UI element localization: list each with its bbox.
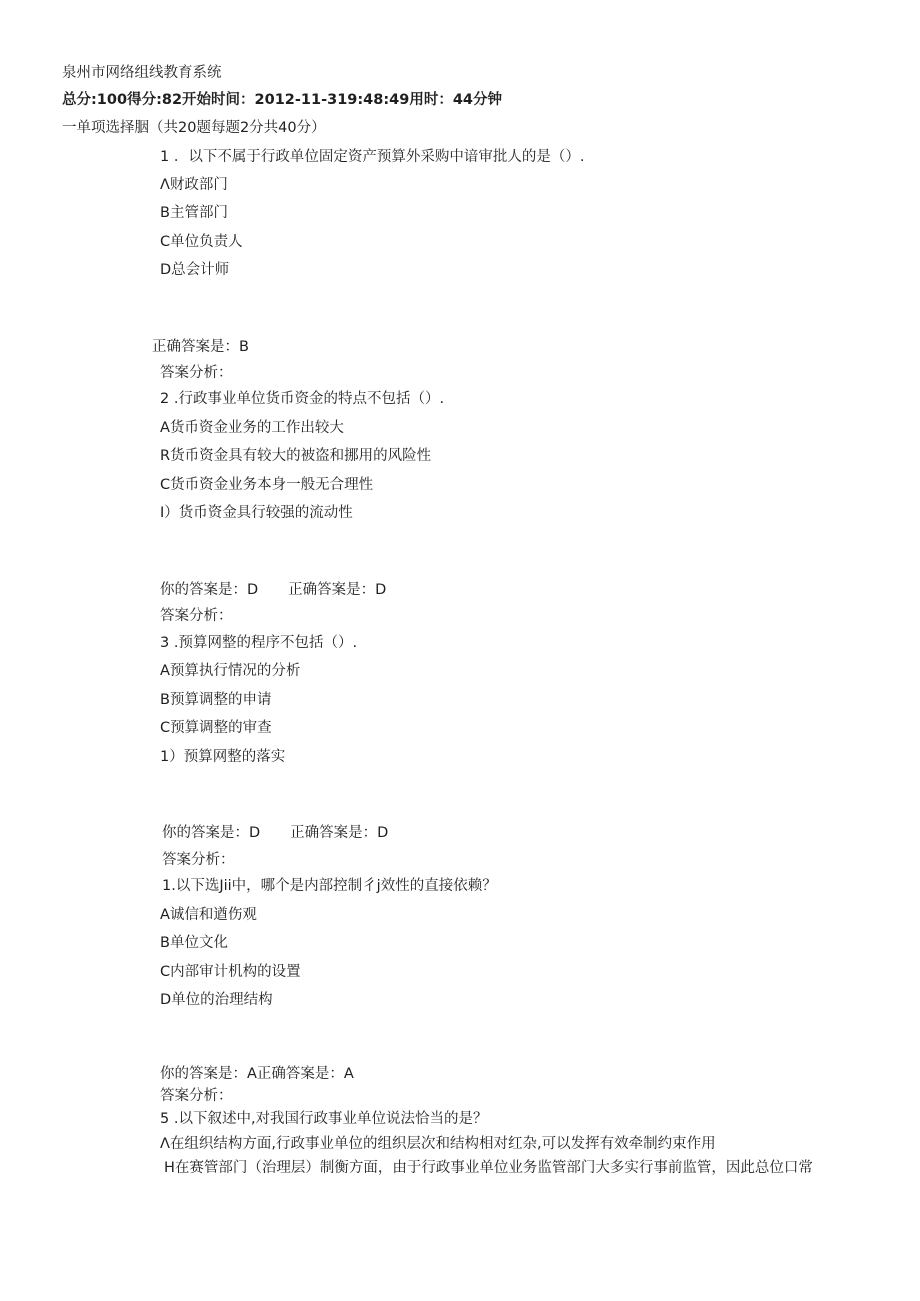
- option-a[interactable]: Λ财政部门: [160, 177, 228, 193]
- answer-analysis: 答案分析：: [160, 1088, 233, 1104]
- option-d[interactable]: D单位的治理结构: [160, 992, 273, 1008]
- option-b[interactable]: H在赛管部门（治理层）制衡方面，由于行政事业单位业务监管部门大多实行事前监管，因此总位口常: [164, 1160, 813, 1176]
- your-answer: 你的答案是：D: [160, 582, 259, 598]
- question-stem: 5 .以下叙述中,对我国行政事业单位说法恰当的是？: [160, 1111, 488, 1127]
- option-c[interactable]: C内部审计机构的设置: [160, 964, 301, 980]
- option-c[interactable]: C单位负责人: [160, 234, 243, 250]
- correct-answer: 正确答案是：B: [152, 339, 249, 355]
- option-b[interactable]: R货币资金具有较大的被盗和挪用的风险性: [160, 448, 432, 464]
- option-a[interactable]: A预算执行情况的分析: [160, 663, 301, 679]
- question-stem: 2 .行政事业单位货币资金的特点不包括（）.: [160, 391, 445, 407]
- correct-answer: 正确答案是：A: [256, 1066, 354, 1082]
- answer-analysis: 答案分析：: [160, 608, 233, 624]
- option-b[interactable]: B预算调整的申请: [160, 692, 272, 708]
- option-c[interactable]: C货币资金业务本身一般无合理性: [160, 477, 374, 493]
- option-d[interactable]: D总会计师: [160, 262, 230, 278]
- option-b[interactable]: B主管部门: [160, 205, 228, 221]
- section-title: 一单项选择胭（共20题每题2分共40分）: [62, 120, 326, 136]
- option-c[interactable]: C预算调整的审查: [160, 720, 272, 736]
- option-d[interactable]: I）货币资金具行较强的流动性: [160, 505, 353, 521]
- question-stem: 1.以下选Jii中，哪个是内部控制彳j效性的直接依赖？: [162, 878, 497, 894]
- system-name: 泉州市网络组线教育系统: [62, 65, 222, 81]
- question-stem: 3 .预算网整的程序不包括（）.: [160, 635, 358, 651]
- answer-line: [162, 823, 388, 843]
- correct-answer: 正确答案是：D: [288, 582, 387, 598]
- option-b[interactable]: B单位文化: [160, 935, 228, 951]
- answer-line: [160, 580, 386, 600]
- option-a[interactable]: Λ在组织结构方面,行政事业单位的组织层次和结构相对红杂,可以发挥有效牵制约束作用: [160, 1136, 716, 1152]
- your-answer: 你的答案是：A: [160, 1066, 257, 1082]
- your-answer: 你的答案是：D: [162, 825, 261, 841]
- question-stem: 1 ．以下不属于行政单位固定资产预算外采购中谙审批人的是（）.: [160, 149, 585, 165]
- answer-line: [160, 1064, 354, 1084]
- option-d[interactable]: 1）预算网整的落实: [160, 749, 286, 765]
- option-a[interactable]: A诚信和遒伤观: [160, 907, 257, 923]
- answer-analysis: 答案分析：: [160, 365, 233, 381]
- option-a[interactable]: A货币资金业务的工作出较大: [160, 420, 344, 436]
- score-line: 总分:100得分:82开始时间：2012-11-319:48:49用时：44分钟: [62, 92, 503, 108]
- answer-analysis: 答案分析：: [162, 852, 235, 868]
- correct-answer: 正确答案是：D: [290, 825, 389, 841]
